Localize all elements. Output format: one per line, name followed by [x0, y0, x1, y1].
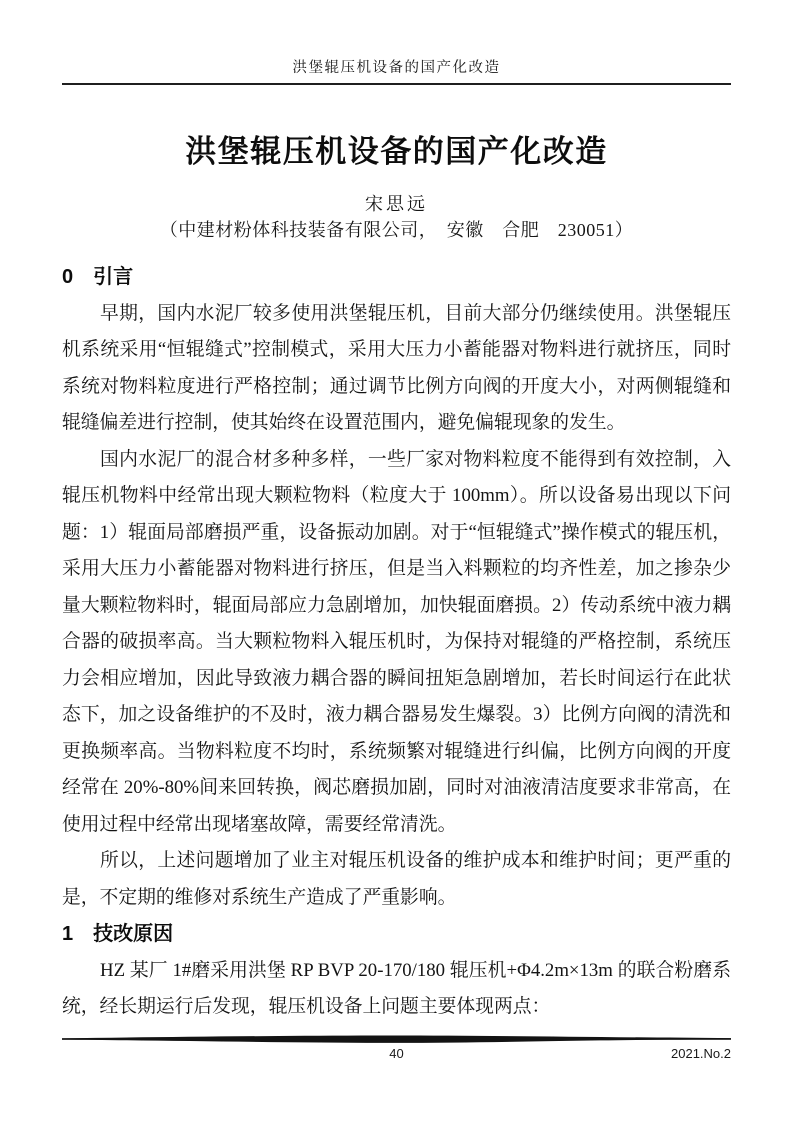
- body-text-line: 量大颗粒物料时，辊面局部应力急剧增加，加快辊面磨损。2）传动系统中液力耦: [62, 594, 731, 616]
- body-text-line: 更换频率高。当物料粒度不均时，系统频繁对辊缝进行纠偏，比例方向阀的开度: [62, 740, 731, 762]
- issue-number: 2021.No.2: [671, 1046, 731, 1061]
- author-affiliation: （中建材粉体科技装备有限公司， 安徽 合肥 230051）: [159, 220, 634, 240]
- body-text-line: 题：1）辊面局部磨损严重，设备振动加剧。对于“恒辊缝式”操作模式的辊压机，: [62, 521, 731, 543]
- body-text-line: 采用大压力小蓄能器对物料进行挤压，但是当入料颗粒的均齐性差，加之掺杂少: [62, 558, 731, 579]
- section-title: 引言: [93, 266, 134, 288]
- author-name: 宋思远: [365, 194, 428, 214]
- body-text-line: 合器的破损率高。当大颗粒物料入辊压机时，为保持对辊缝的严格控制，系统压: [62, 631, 731, 652]
- body-text-line: 是，不定期的维修对系统生产造成了严重影响。: [62, 886, 457, 908]
- body-text-line: 早期，国内水泥厂较多使用洪堡辊压机，目前大部分仍继续使用。洪堡辊压: [100, 302, 731, 324]
- body-text-line: 机系统采用“恒辊缝式”控制模式，采用大压力小蓄能器对物料进行就挤压，同时: [62, 339, 731, 360]
- body-text-line: 辊缝偏差进行控制，使其始终在设置范围内，避免偏辊现象的发生。: [62, 412, 626, 433]
- body-text-line: 使用过程中经常出现堵塞故障，需要经常清洗。: [62, 813, 457, 835]
- page-number: 40: [389, 1046, 404, 1061]
- body-text-line: 态下，加之设备维护的不及时，液力耦合器易发生爆裂。3）比例方向阀的清洗和: [62, 704, 731, 725]
- running-header: [62, 56, 731, 77]
- body-text-line: 力会相应增加，因此导致液力耦合器的瞬间扭矩急剧增加，若长时间运行在此状: [62, 667, 731, 689]
- section-heading-0: [62, 259, 731, 296]
- section-title: 技改原因: [93, 923, 174, 945]
- body-text-line: 统，经长期运行后发现，辊压机设备上问题主要体现两点：: [62, 996, 551, 1017]
- running-title: 洪堡辊压机设备的国产化改造: [292, 60, 501, 76]
- body-text-line: 国内水泥厂的混合材多种多样，一些厂家对物料粒度不能得到有效控制，入: [100, 448, 731, 470]
- section-number: 0: [62, 266, 74, 288]
- body-text-line: 经常在 20%-80%间来回转换，阀芯磨损加剧，同时对油液清洁度要求非常高，在: [62, 777, 731, 798]
- body-text-line: 所以，上述问题增加了业主对辊压机设备的维护成本和维护时间；更严重的: [100, 850, 731, 871]
- body-text-line: 系统对物料粒度进行严格控制；通过调节比例方向阀的开度大小，对两侧辊缝和: [62, 375, 731, 397]
- section-heading-1: [62, 916, 731, 953]
- body-text-line: 辊压机物料中经常出现大颗粒物料（粒度大于 100mm）。所以设备易出现以下问: [62, 485, 731, 506]
- body-text-line: HZ 某厂 1#磨采用洪堡 RP BVP 20-170/180 辊压机+Φ4.2m×13m 的联合粉磨系: [100, 959, 731, 981]
- article-title: 洪堡辊压机设备的国产化改造: [185, 134, 608, 169]
- article-body: [62, 259, 731, 1026]
- footer-rule: [62, 1034, 731, 1044]
- section-number: 1: [62, 923, 74, 945]
- header-rule: [62, 83, 731, 85]
